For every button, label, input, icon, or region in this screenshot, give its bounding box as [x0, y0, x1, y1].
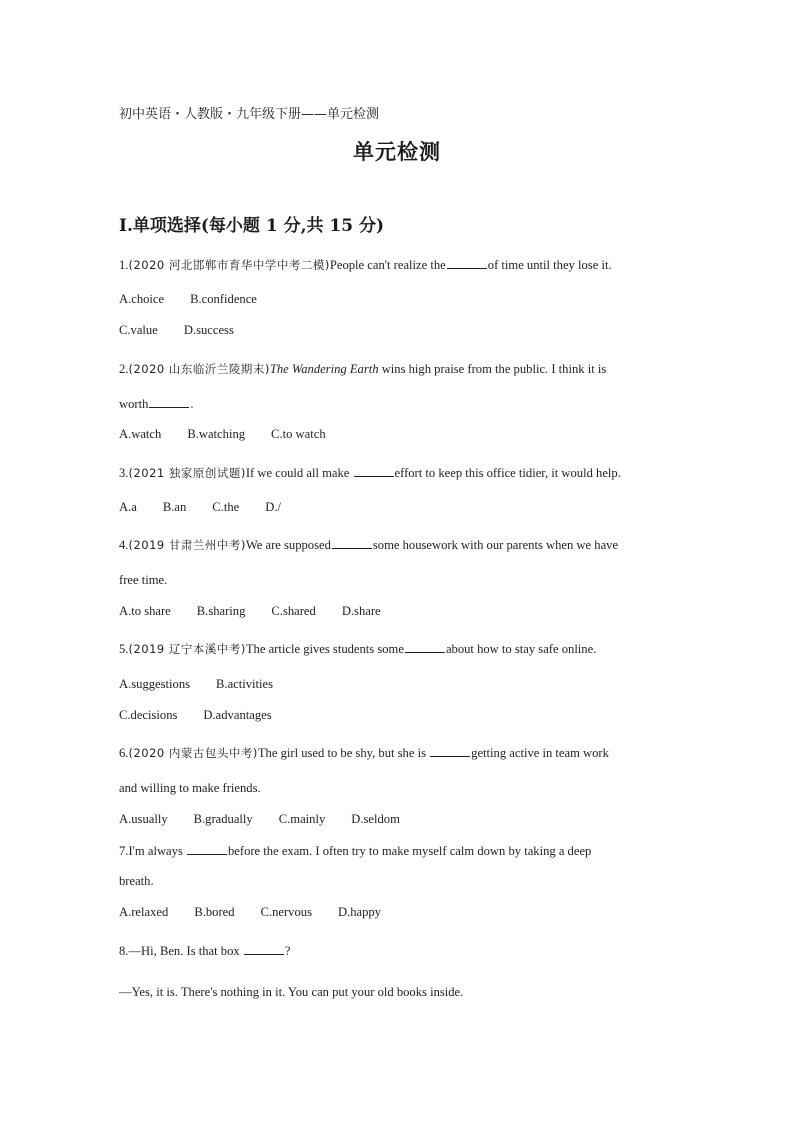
question-3: [119, 465, 621, 481]
question-8-line2: —Yes, it is. There's nothing in it. You can put your old books inside.: [119, 985, 464, 999]
question-1: [119, 257, 612, 273]
options-row: [119, 292, 283, 307]
header-line: 初中英语・人教版・九年级下册——单元检测: [119, 107, 380, 122]
options-row: [119, 604, 407, 619]
option-a: A.suggestions: [119, 677, 191, 691]
answer-blank: [430, 745, 470, 757]
question-2: [119, 361, 606, 377]
question-text: wins high praise from the public. I think it is: [378, 362, 607, 376]
question-text: We are supposed: [245, 538, 331, 552]
question-4-line2: free time.: [119, 573, 168, 587]
question-source: (2020 河北邯郸市育华中学中考二模): [128, 258, 330, 272]
question-text: The article gives students some: [245, 642, 404, 656]
options-row: [119, 677, 299, 692]
question-text: ?: [284, 944, 291, 958]
option-d: D.advantages: [203, 708, 272, 722]
question-4: [119, 537, 618, 553]
option-c: C.shared: [271, 604, 316, 618]
question-number: 3.: [119, 466, 129, 480]
question-8: [119, 943, 290, 959]
option-b: B.an: [162, 500, 187, 514]
question-number: 2.: [119, 362, 129, 376]
question-number: 7.: [119, 844, 129, 858]
answer-blank: [405, 641, 445, 653]
question-source: (2021 独家原创试题): [128, 466, 246, 480]
option-c: C.mainly: [278, 812, 326, 826]
question-text: .: [190, 397, 194, 411]
question-number: 6.: [119, 746, 129, 760]
question-source: (2020 内蒙古包头中考): [128, 746, 258, 760]
question-5: [119, 641, 596, 657]
answer-blank: [447, 257, 487, 269]
question-text: worth: [119, 397, 149, 411]
question-number: 5.: [119, 642, 129, 656]
option-c: C.to watch: [271, 427, 326, 441]
question-text: getting active in team work: [471, 746, 609, 760]
option-c: C.the: [212, 500, 240, 514]
question-italic-title: The Wandering Earth: [269, 362, 379, 376]
option-a: A.to share: [119, 604, 171, 618]
question-6-line2: and willing to make friends.: [119, 781, 261, 795]
option-a: A.choice: [119, 292, 165, 306]
question-text: effort to keep this office tidier, it would help.: [394, 466, 621, 480]
question-text: of time until they lose it.: [487, 258, 612, 272]
question-number: 1.: [119, 258, 129, 272]
question-source: (2019 辽宁本溪中考): [128, 642, 246, 656]
options-row: [119, 500, 307, 515]
question-source: (2019 甘肃兰州中考): [128, 538, 246, 552]
question-text: People can't realize the: [329, 258, 446, 272]
question-6: [119, 745, 609, 761]
question-number: 4.: [119, 538, 129, 552]
answer-blank: [244, 943, 284, 955]
answer-blank: [187, 843, 227, 855]
question-text: before the exam. I often try to make myself calm down by taking a deep: [227, 844, 592, 858]
option-d: D.share: [341, 604, 381, 618]
option-b: B.watching: [187, 427, 246, 441]
option-a: A.a: [119, 500, 137, 514]
option-a: A.usually: [119, 812, 168, 826]
option-d: D.happy: [337, 905, 381, 919]
section-title: Ⅰ.单项选择(每小题 1 分,共 15 分): [119, 216, 385, 236]
question-number: 8.: [119, 944, 129, 958]
option-b: B.confidence: [190, 292, 257, 306]
option-c: C.value: [119, 323, 158, 337]
option-c: C.nervous: [260, 905, 312, 919]
option-b: B.sharing: [196, 604, 246, 618]
answer-blank: [332, 537, 372, 549]
options-row: [119, 323, 260, 338]
options-row: [119, 708, 298, 723]
question-text: If we could all make: [245, 466, 353, 480]
option-a: A.relaxed: [119, 905, 169, 919]
option-d: D.success: [183, 323, 234, 337]
question-text: about how to stay safe online.: [445, 642, 597, 656]
option-b: B.gradually: [193, 812, 253, 826]
question-text: —Hi, Ben. Is that box: [128, 944, 243, 958]
question-7: [119, 843, 591, 859]
option-b: B.bored: [194, 905, 235, 919]
options-row: [119, 812, 426, 827]
answer-blank: [149, 396, 189, 408]
option-a: A.watch: [119, 427, 162, 441]
option-d: D./: [265, 500, 281, 514]
answer-blank: [354, 465, 394, 477]
question-text: The girl used to be shy, but she is: [257, 746, 430, 760]
options-row: [119, 427, 352, 442]
option-d: D.seldom: [351, 812, 400, 826]
option-b: B.activities: [216, 677, 274, 691]
question-2-line2: [119, 396, 194, 412]
question-text: some housework with our parents when we have: [372, 538, 619, 552]
question-source: (2020 山东临沂兰陵期末): [128, 362, 270, 376]
option-c: C.decisions: [119, 708, 178, 722]
question-7-line2: breath.: [119, 874, 154, 888]
options-row: [119, 905, 407, 920]
page-title: 单元检测: [353, 140, 441, 164]
question-text: I'm always: [128, 844, 186, 858]
